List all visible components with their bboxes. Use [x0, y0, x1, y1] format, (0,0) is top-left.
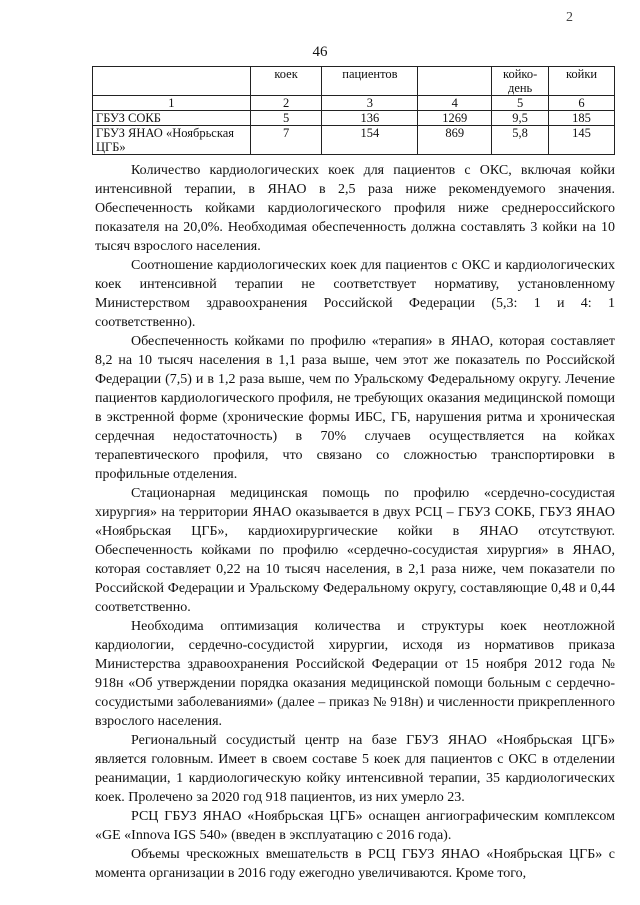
table-header-cell: [418, 67, 492, 96]
table-header-cell: пациентов: [322, 67, 418, 96]
paragraph: Количество кардиологических коек для пациентов с ОКС, включая койки интенсивной терапии, в ЯНАО в 2,5 раза ниже рекомендуемого значения. Обеспеченность койками кардиологического профиля ниже среднероссийского показателя на 20,0%. Необходимая обеспеченность должна составлять 3 койки на 10 тысяч взрослого населения.: [95, 163, 615, 254]
table-cell: 6: [549, 96, 615, 111]
table-cell: 7: [250, 126, 322, 155]
paragraph: РСЦ ГБУЗ ЯНАО «Ноябрьская ЦГБ» оснащен ангиографическим комплексом «GE «Innova IGS 540» (введен в эксплуатацию с 2016 года).: [95, 809, 615, 843]
table-cell: 5,8: [492, 126, 549, 155]
table-cell: 4: [418, 96, 492, 111]
body-text: [95, 161, 615, 883]
table-cell: 5: [492, 96, 549, 111]
paragraph: Соотношение кардиологических коек для пациентов с ОКС и кардиологических коек интенсивной терапии не соответствует нормативу, установленному Министерством здравоохранения Российской Федерации (5,3: 1 и 4: 1 соответственно).: [95, 258, 615, 330]
table-cell: 1: [93, 96, 251, 111]
table-cell: 145: [549, 126, 615, 155]
beds-table: [92, 66, 615, 155]
table-cell: 869: [418, 126, 492, 155]
table-cell: 154: [322, 126, 418, 155]
table-header-row: [93, 67, 615, 96]
table-cell: 2: [250, 96, 322, 111]
paragraph: Региональный сосудистый центр на базе ГБУЗ ЯНАО «Ноябрьская ЦГБ» является головным. Имеет в своем составе 5 коек для пациентов с ОКС в отделении реанимации, 1 кардиологическую койку интенсивной терапии, 35 кардиологических коек. Пролечено за 2020 год 918 пациентов, из них умерло 23.: [95, 733, 615, 805]
table-cell: ГБУЗ СОКБ: [93, 111, 251, 126]
table-cell: 185: [549, 111, 615, 126]
table-row: [93, 126, 615, 155]
paragraph: Обеспеченность койками по профилю «терапия» в ЯНАО, которая составляет 8,2 на 10 тысяч населения в 1,1 раза выше, чем этот же показатель по Российской Федерации (7,5) и в 1,2 раза выше, чем по Уральскому Федеральному округу. Лечение пациентов кардиологического профиля, не требующих оказания медицинской помощи в экстренной форме (хронические формы ИБС, ГБ, нарушения ритма и хроническая сердечная недостаточность) в 70% случаев осуществляется на койках терапевтического профиля, что связано со сложностью транспортировки в профильные отделения.: [95, 334, 615, 482]
table-cell: 136: [322, 111, 418, 126]
table-header-cell: койки: [549, 67, 615, 96]
paragraph: Стационарная медицинская помощь по профилю «сердечно-сосудистая хирургия» на территории ЯНАО оказывается в двух РСЦ – ГБУЗ СОКБ, ГБУЗ ЯНАО «Ноябрьская ЦГБ», кардиохирургические койки в ЯНАО отсутствуют. Обеспеченность койками по профилю «сердечно-сосудистая хирургия» в ЯНАО, которая составляет 0,22 на 10 тысяч населения, в 2,1 раза ниже, чем показатели по Российской Федерации и Уральскому Федеральному округу, составляющие 0,48 и 0,44 соответственно.: [95, 486, 615, 615]
table-header-cell: койко-день: [492, 67, 549, 96]
table-header-cell: [93, 67, 251, 96]
table-row: [93, 111, 615, 126]
table-cell: 3: [322, 96, 418, 111]
page-corner-mark: 2: [566, 10, 573, 25]
table-header-cell: коек: [250, 67, 322, 96]
table-index-row: [93, 96, 615, 111]
table-cell: 9,5: [492, 111, 549, 126]
paragraph: Необходима оптимизация количества и структуры коек неотложной кардиологии, сердечно-сосудистой хирургии, исходя из нормативов приказа Министерства здравоохранения Российской Федерации от 15 ноября 2012 года № 918н «Об утверждении порядка оказания медицинской помощи больным с сердечно-сосудистыми заболеваниями» (далее – приказ № 918н) и численности прикрепленного взрослого населения.: [95, 619, 615, 729]
paragraph: Объемы чрескожных вмешательств в РСЦ ГБУЗ ЯНАО «Ноябрьская ЦГБ» с момента организации в 2016 году ежегодно увеличиваются. Кроме того,: [95, 847, 615, 881]
table-cell: 1269: [418, 111, 492, 126]
table-cell: ГБУЗ ЯНАО «Ноябрьская ЦГБ»: [93, 126, 251, 155]
page-number: 46: [312, 44, 328, 60]
table-cell: 5: [250, 111, 322, 126]
